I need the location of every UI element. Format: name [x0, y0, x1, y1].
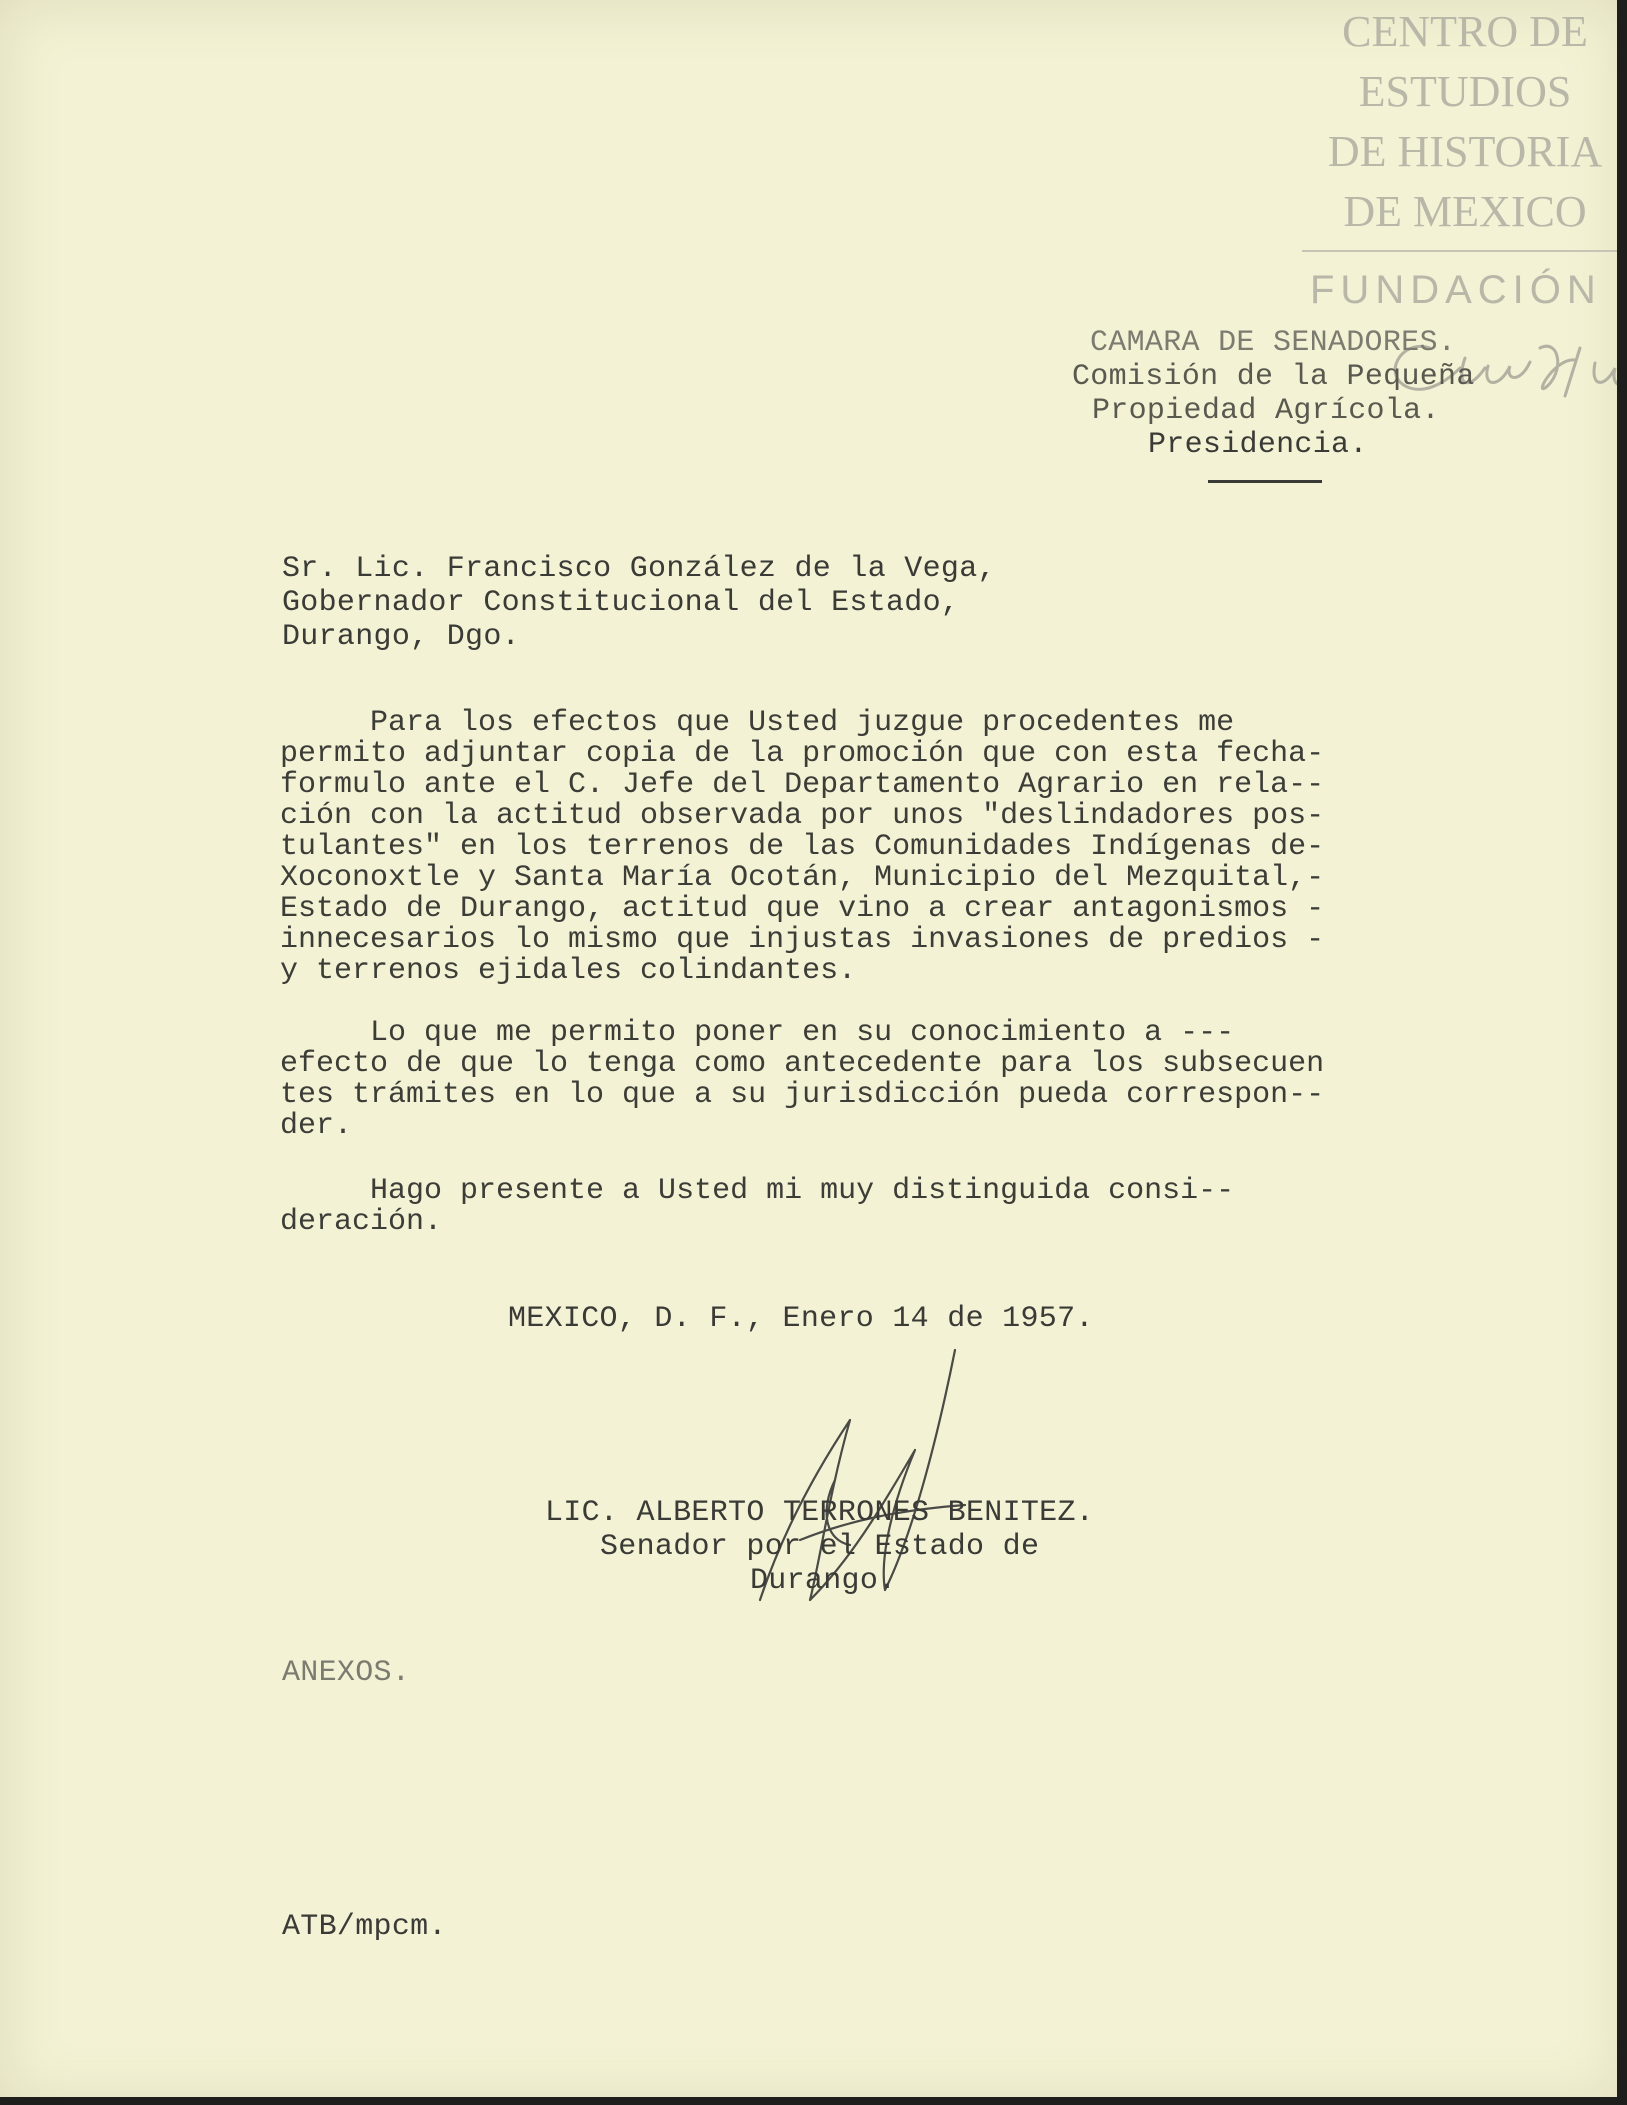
paragraph-2-line: efecto de que lo tenga como antecedente para los subsecuen: [280, 1047, 1325, 1081]
paragraph-1-line: Para los efectos que Usted juzgue procedentes me: [280, 706, 1235, 740]
letterhead-institution: CAMARA DE SENADORES.: [1090, 326, 1457, 360]
body-paragraph-3: [280, 1176, 1375, 1238]
signatory-name: LIC. ALBERTO TERRONES BENITEZ.: [545, 1496, 1095, 1530]
paragraph-1-line: y terrenos ejidales colindantes.: [280, 954, 857, 988]
watermark-foundation: FUNDACIÓN: [1310, 268, 1602, 312]
paragraph-1-line: Xoconoxtle y Santa María Ocotán, Municipio del Mezquital,-: [280, 861, 1325, 895]
paragraph-3-line: deración.: [280, 1205, 443, 1239]
addressee-name: Sr. Lic. Francisco González de la Vega,: [282, 552, 996, 586]
paragraph-2-line: tes trámites en lo que a su jurisdicción pueda correspon--: [280, 1078, 1325, 1112]
paragraph-2-line: Lo que me permito poner en su conocimiento a ---: [280, 1016, 1235, 1050]
paragraph-1-line: ción con la actitud observada por unos "deslindadores pos-: [280, 799, 1325, 833]
paragraph-1-line: permito adjuntar copia de la promoción que con esta fecha-: [280, 737, 1325, 771]
dateline: MEXICO, D. F., Enero 14 de 1957.: [508, 1302, 1094, 1336]
body-paragraph-2: [280, 1018, 1375, 1142]
signatory-title: Senador por el Estado de: [600, 1530, 1040, 1564]
addressee-city: Durango, Dgo.: [282, 620, 520, 654]
letterhead-commission: Comisión de la Pequeña: [1072, 360, 1475, 394]
letterhead-commission-cont: Propiedad Agrícola.: [1092, 394, 1440, 428]
typist-initials: ATB/mpcm.: [282, 1910, 447, 1944]
paragraph-1-line: formulo ante el C. Jefe del Departamento Agrario en rela--: [280, 768, 1325, 802]
letterhead-rule: [1208, 480, 1322, 483]
body-paragraph-1: [280, 708, 1375, 987]
paragraph-1-line: tulantes" en los terrenos de las Comunidades Indígenas de-: [280, 830, 1325, 864]
annex-note: ANEXOS.: [282, 1656, 411, 1690]
watermark-line-2: ESTUDIOS: [1358, 67, 1572, 116]
addressee-title: Gobernador Constitucional del Estado,: [282, 586, 960, 620]
scan-edge-bottom: [0, 2097, 1627, 2105]
watermark-line-1: CENTRO DE: [1342, 7, 1588, 56]
watermark-divider: [1302, 250, 1617, 252]
paragraph-3-line: Hago presente a Usted mi muy distinguida consi--: [280, 1174, 1235, 1208]
letterhead-office: Presidencia.: [1148, 428, 1368, 462]
signatory-title-cont: Durango.: [750, 1564, 897, 1598]
scan-edge-right: [1617, 0, 1627, 2105]
paragraph-1-line: Estado de Durango, actitud que vino a crear antagonismos -: [280, 892, 1325, 926]
paragraph-1-line: innecesarios lo mismo que injustas invasiones de predios -: [280, 923, 1325, 957]
watermark-line-3: DE HISTORIA: [1327, 127, 1603, 176]
watermark-line-4: DE MEXICO: [1343, 187, 1587, 236]
paragraph-2-line: der.: [280, 1109, 353, 1143]
